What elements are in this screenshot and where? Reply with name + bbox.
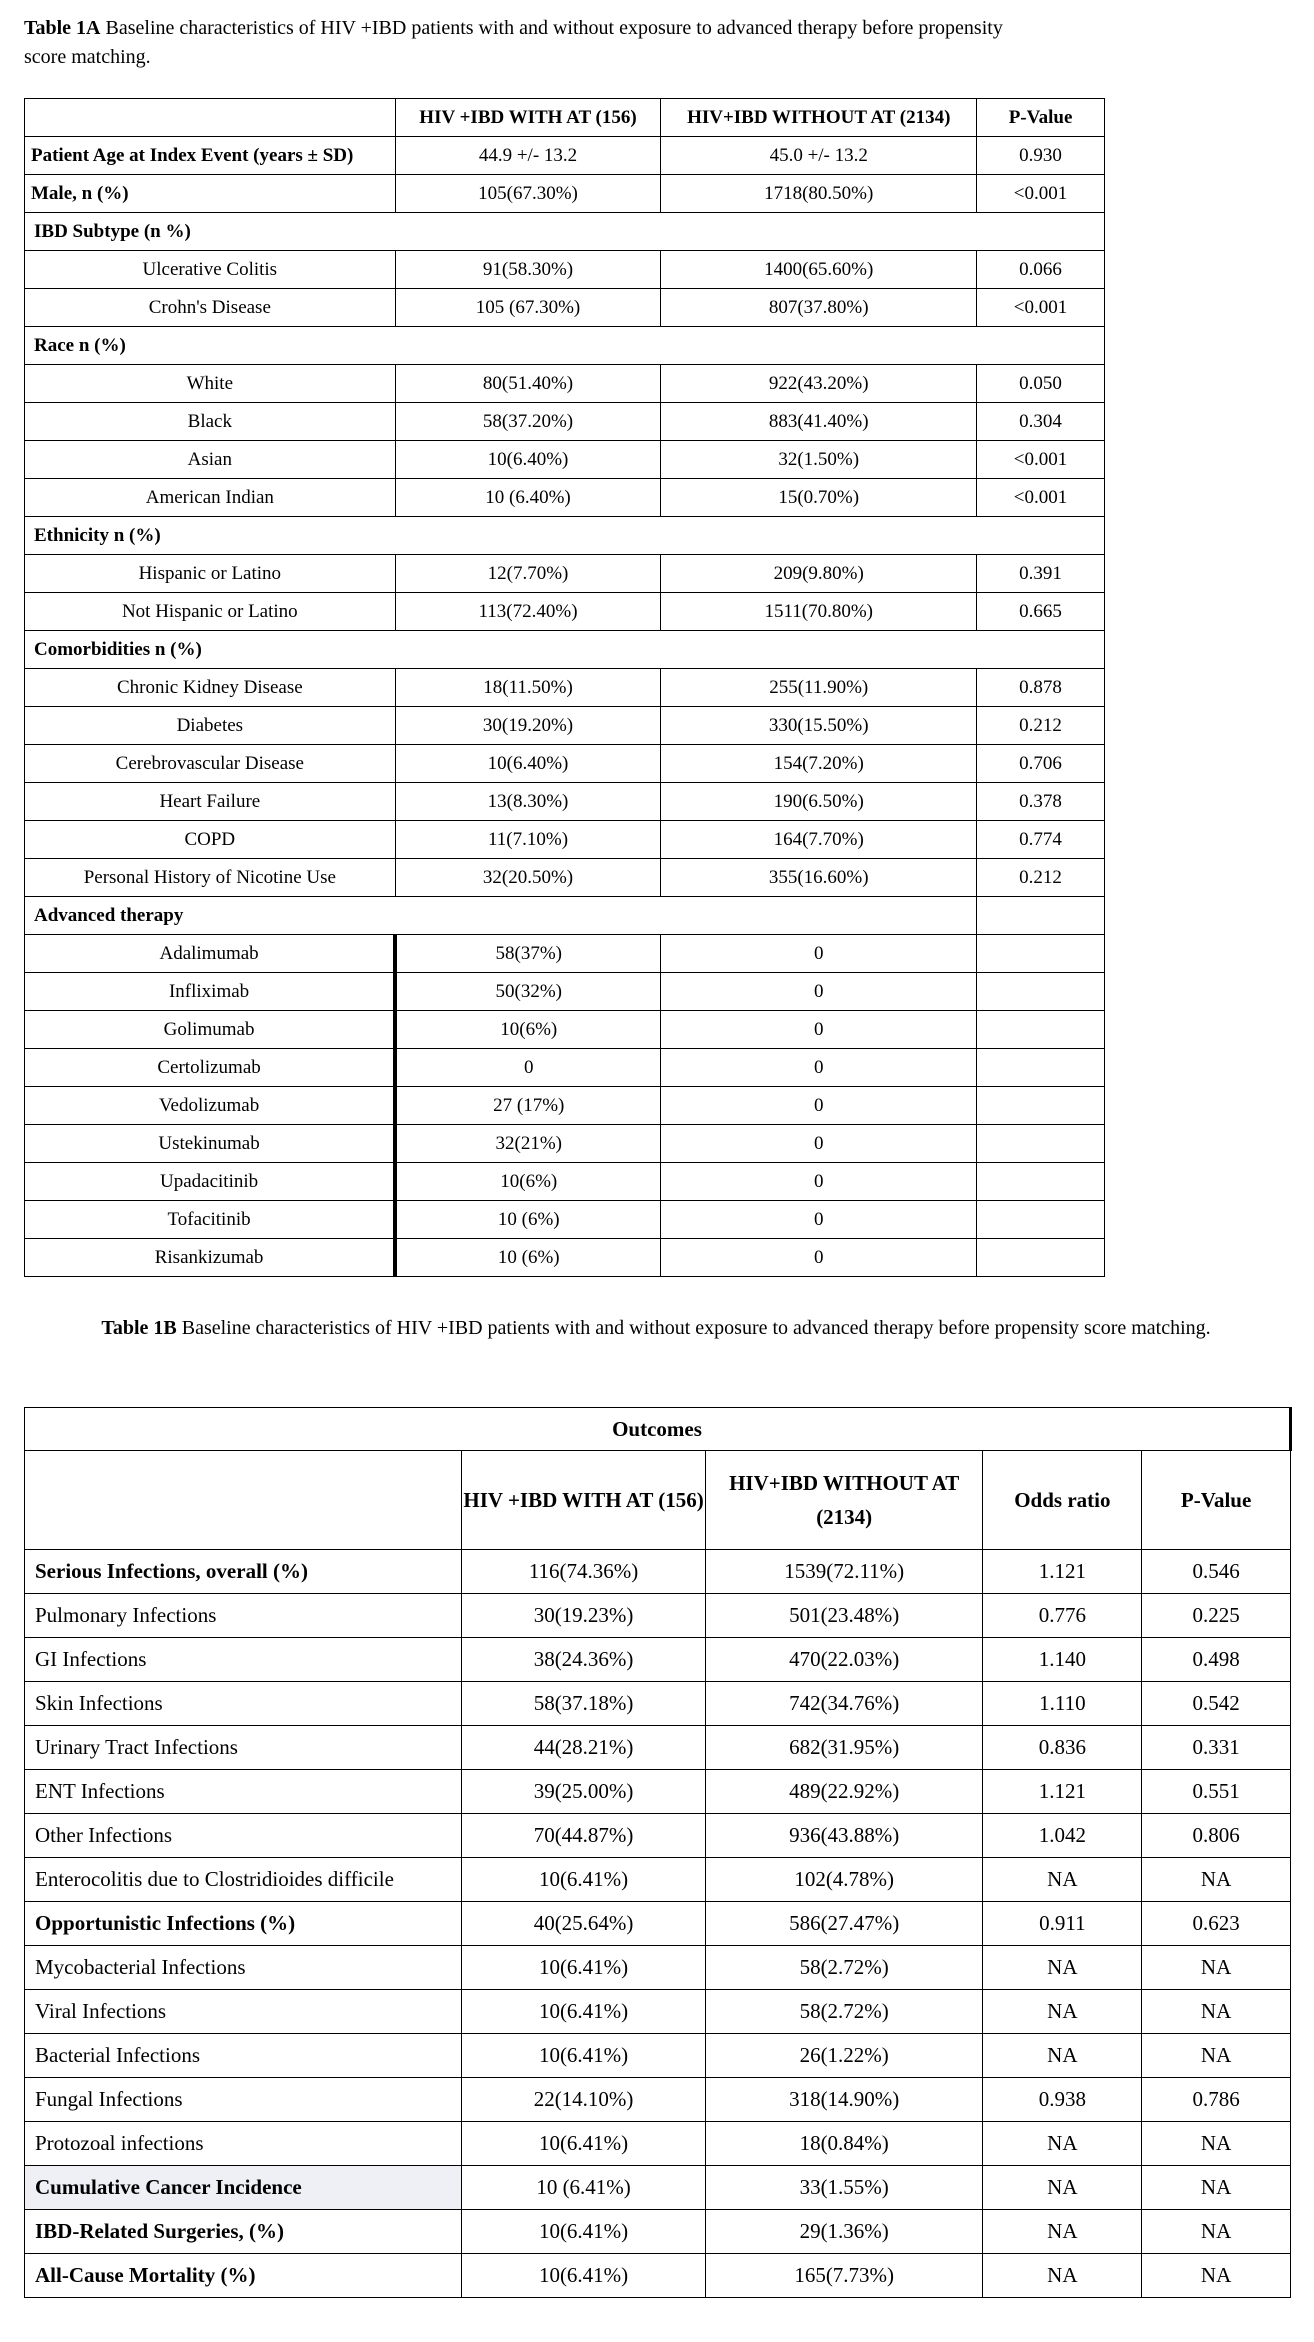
table-1a-caption-label: Table 1A	[24, 17, 101, 39]
with-at-value: 10 (6%)	[395, 1239, 661, 1277]
without-at-value: 255(11.90%)	[661, 669, 977, 707]
table-row	[25, 175, 1105, 213]
with-at-value: 10(6.41%)	[462, 2034, 706, 2078]
section-row	[25, 897, 1105, 935]
row-label: American Indian	[25, 479, 396, 517]
row-label: Diabetes	[25, 707, 396, 745]
section-title: Comorbidities n (%)	[25, 631, 1105, 669]
odds-ratio: 1.110	[983, 1682, 1142, 1726]
without-at-value: 586(27.47%)	[705, 1902, 983, 1946]
row-label: Ulcerative Colitis	[25, 251, 396, 289]
column-header: HIV+IBD WITHOUT AT (2134)	[705, 1451, 983, 1550]
p-value: 0.930	[977, 137, 1105, 175]
without-at-value: 0	[661, 1239, 977, 1277]
row-label: Enterocolitis due to Clostridioides difficile	[25, 1858, 462, 1902]
odds-ratio: 0.776	[983, 1594, 1142, 1638]
with-at-value: 10(6.41%)	[462, 1946, 706, 1990]
table-row	[25, 251, 1105, 289]
with-at-value: 32(20.50%)	[395, 859, 661, 897]
row-label: Asian	[25, 441, 396, 479]
odds-ratio: NA	[983, 2122, 1142, 2166]
without-at-value: 58(2.72%)	[705, 1946, 983, 1990]
with-at-value: 44(28.21%)	[462, 1726, 706, 1770]
row-label: Upadacitinib	[25, 1163, 396, 1201]
without-at-value: 58(2.72%)	[705, 1990, 983, 2034]
row-label: Bacterial Infections	[25, 2034, 462, 2078]
column-header: P-Value	[1142, 1451, 1291, 1550]
row-label: Patient Age at Index Event (years ± SD)	[25, 137, 396, 175]
without-at-value: 33(1.55%)	[705, 2166, 983, 2210]
p-value: 0.050	[977, 365, 1105, 403]
row-label: Protozoal infections	[25, 2122, 462, 2166]
table-row	[25, 403, 1105, 441]
with-at-value: 10(6.40%)	[395, 441, 661, 479]
table-row	[25, 745, 1105, 783]
row-label: GI Infections	[25, 1638, 462, 1682]
table-row	[25, 441, 1105, 479]
with-at-value: 40(25.64%)	[462, 1902, 706, 1946]
without-at-value: 807(37.80%)	[661, 289, 977, 327]
odds-ratio: NA	[983, 2034, 1142, 2078]
without-at-value: 45.0 +/- 13.2	[661, 137, 977, 175]
odds-ratio: 0.938	[983, 2078, 1142, 2122]
section-row	[25, 327, 1105, 365]
table-row	[25, 1550, 1291, 1594]
p-value: NA	[1142, 2034, 1291, 2078]
row-label: Urinary Tract Infections	[25, 1726, 462, 1770]
row-label: Ustekinumab	[25, 1125, 396, 1163]
p-value	[977, 1011, 1105, 1049]
p-value: <0.001	[977, 441, 1105, 479]
section-title: Ethnicity n (%)	[25, 517, 1105, 555]
p-value: 0.331	[1142, 1726, 1291, 1770]
row-label: Serious Infections, overall (%)	[25, 1550, 462, 1594]
odds-ratio: NA	[983, 2166, 1142, 2210]
table-row	[25, 669, 1105, 707]
with-at-value: 12(7.70%)	[395, 555, 661, 593]
section-title: IBD Subtype (n %)	[25, 213, 1105, 251]
with-at-value: 10(6.41%)	[462, 2254, 706, 2298]
table-row	[25, 783, 1105, 821]
table-1b-caption	[50, 1314, 1262, 1343]
without-at-value: 154(7.20%)	[661, 745, 977, 783]
table-row	[25, 2078, 1291, 2122]
p-value: 0.623	[1142, 1902, 1291, 1946]
row-label: White	[25, 365, 396, 403]
section-title: Advanced therapy	[25, 897, 977, 935]
row-label: Cerebrovascular Disease	[25, 745, 396, 783]
without-at-value: 330(15.50%)	[661, 707, 977, 745]
odds-ratio: NA	[983, 1990, 1142, 2034]
without-at-value: 190(6.50%)	[661, 783, 977, 821]
p-value: 0.786	[1142, 2078, 1291, 2122]
p-value: 0.806	[1142, 1814, 1291, 1858]
without-at-value: 489(22.92%)	[705, 1770, 983, 1814]
row-label: Certolizumab	[25, 1049, 396, 1087]
with-at-value: 58(37%)	[395, 935, 661, 973]
with-at-value: 39(25.00%)	[462, 1770, 706, 1814]
outcomes-header-row	[25, 1408, 1291, 1451]
table-row	[25, 1990, 1291, 2034]
with-at-value: 10 (6.41%)	[462, 2166, 706, 2210]
p-value: <0.001	[977, 289, 1105, 327]
without-at-value: 501(23.48%)	[705, 1594, 983, 1638]
without-at-value: 682(31.95%)	[705, 1726, 983, 1770]
without-at-value: 0	[661, 1049, 977, 1087]
row-label: Infliximab	[25, 973, 396, 1011]
row-label: Cumulative Cancer Incidence	[25, 2166, 462, 2210]
row-label: IBD-Related Surgeries, (%)	[25, 2210, 462, 2254]
table-row	[25, 2034, 1291, 2078]
p-value: 0.498	[1142, 1638, 1291, 1682]
section-row	[25, 631, 1105, 669]
with-at-value: 80(51.40%)	[395, 365, 661, 403]
with-at-value: 11(7.10%)	[395, 821, 661, 859]
without-at-value: 318(14.90%)	[705, 2078, 983, 2122]
table-row	[25, 707, 1105, 745]
table-row	[25, 2254, 1291, 2298]
p-value: 0.304	[977, 403, 1105, 441]
row-label: Pulmonary Infections	[25, 1594, 462, 1638]
with-at-value: 44.9 +/- 13.2	[395, 137, 661, 175]
table-row	[25, 1726, 1291, 1770]
without-at-value: 209(9.80%)	[661, 555, 977, 593]
with-at-value: 0	[395, 1049, 661, 1087]
p-value: NA	[1142, 1990, 1291, 2034]
odds-ratio: 0.911	[983, 1902, 1142, 1946]
row-label: Skin Infections	[25, 1682, 462, 1726]
table-1b-caption-text: Baseline characteristics of HIV +IBD patients with and without exposure to advanced therapy before propensity score matching.	[176, 1317, 1211, 1339]
table-row	[25, 137, 1105, 175]
row-label: Mycobacterial Infections	[25, 1946, 462, 1990]
with-at-value: 30(19.20%)	[395, 707, 661, 745]
without-at-value: 0	[661, 1011, 977, 1049]
row-label: Hispanic or Latino	[25, 555, 396, 593]
table-row	[25, 935, 1105, 973]
row-label: Other Infections	[25, 1814, 462, 1858]
p-value	[977, 935, 1105, 973]
with-at-value: 105 (67.30%)	[395, 289, 661, 327]
odds-ratio: NA	[983, 2210, 1142, 2254]
table-row	[25, 479, 1105, 517]
table-row	[25, 555, 1105, 593]
table-1b-caption-label: Table 1B	[101, 1317, 177, 1339]
with-at-value: 30(19.23%)	[462, 1594, 706, 1638]
p-value	[977, 1049, 1105, 1087]
p-value	[977, 1201, 1105, 1239]
without-at-value: 0	[661, 1163, 977, 1201]
row-label: Not Hispanic or Latino	[25, 593, 396, 631]
odds-ratio: NA	[983, 2254, 1142, 2298]
row-label: Risankizumab	[25, 1239, 396, 1277]
p-value: NA	[1142, 2122, 1291, 2166]
without-at-value: 1511(70.80%)	[661, 593, 977, 631]
section-row	[25, 213, 1105, 251]
p-value: 0.212	[977, 859, 1105, 897]
row-label: Opportunistic Infections (%)	[25, 1902, 462, 1946]
with-at-value: 27 (17%)	[395, 1087, 661, 1125]
odds-ratio: 0.836	[983, 1726, 1142, 1770]
with-at-value: 10 (6%)	[395, 1201, 661, 1239]
row-label: Personal History of Nicotine Use	[25, 859, 396, 897]
with-at-value: 10(6.41%)	[462, 2122, 706, 2166]
with-at-value: 10(6.41%)	[462, 1858, 706, 1902]
p-value: NA	[1142, 2210, 1291, 2254]
column-header	[25, 99, 396, 137]
section-title: Race n (%)	[25, 327, 1105, 365]
without-at-value: 936(43.88%)	[705, 1814, 983, 1858]
table-row	[25, 289, 1105, 327]
without-at-value: 355(16.60%)	[661, 859, 977, 897]
table-row	[25, 1814, 1291, 1858]
table-row	[25, 1201, 1105, 1239]
row-label: Golimumab	[25, 1011, 396, 1049]
column-header: P-Value	[977, 99, 1105, 137]
with-at-value: 10(6.41%)	[462, 1990, 706, 2034]
with-at-value: 116(74.36%)	[462, 1550, 706, 1594]
p-value: 0.665	[977, 593, 1105, 631]
with-at-value: 10(6.41%)	[462, 2210, 706, 2254]
table-row	[25, 1638, 1291, 1682]
table-row	[25, 1858, 1291, 1902]
p-value	[977, 1163, 1105, 1201]
with-at-value: 50(32%)	[395, 973, 661, 1011]
p-value: 0.391	[977, 555, 1105, 593]
row-label: Male, n (%)	[25, 175, 396, 213]
without-at-value: 15(0.70%)	[661, 479, 977, 517]
with-at-value: 10(6.40%)	[395, 745, 661, 783]
odds-ratio: NA	[983, 1946, 1142, 1990]
table-1a-caption	[24, 14, 1034, 72]
without-at-value: 165(7.73%)	[705, 2254, 983, 2298]
row-label: Fungal Infections	[25, 2078, 462, 2122]
table-row	[25, 593, 1105, 631]
p-value	[977, 1239, 1105, 1277]
p-value: 0.542	[1142, 1682, 1291, 1726]
p-value: 0.212	[977, 707, 1105, 745]
column-header	[25, 1451, 462, 1550]
odds-ratio: 1.121	[983, 1770, 1142, 1814]
row-label: Adalimumab	[25, 935, 396, 973]
p-value: 0.066	[977, 251, 1105, 289]
with-at-value: 58(37.20%)	[395, 403, 661, 441]
p-value: <0.001	[977, 479, 1105, 517]
with-at-value: 113(72.40%)	[395, 593, 661, 631]
table-row	[25, 2210, 1291, 2254]
odds-ratio: 1.042	[983, 1814, 1142, 1858]
p-value	[977, 973, 1105, 1011]
without-at-value: 0	[661, 1087, 977, 1125]
without-at-value: 1539(72.11%)	[705, 1550, 983, 1594]
table-row	[25, 1011, 1105, 1049]
with-at-value: 10(6%)	[395, 1163, 661, 1201]
with-at-value: 91(58.30%)	[395, 251, 661, 289]
p-value: 0.551	[1142, 1770, 1291, 1814]
with-at-value: 105(67.30%)	[395, 175, 661, 213]
without-at-value: 1718(80.50%)	[661, 175, 977, 213]
without-at-value: 29(1.36%)	[705, 2210, 983, 2254]
with-at-value: 22(14.10%)	[462, 2078, 706, 2122]
outcomes-title: Outcomes	[25, 1408, 1291, 1451]
table-row	[25, 1594, 1291, 1638]
p-value	[977, 1087, 1105, 1125]
row-label: COPD	[25, 821, 396, 859]
with-at-value: 38(24.36%)	[462, 1638, 706, 1682]
p-value: <0.001	[977, 175, 1105, 213]
table-row	[25, 821, 1105, 859]
without-at-value: 102(4.78%)	[705, 1858, 983, 1902]
table-row	[25, 1682, 1291, 1726]
table-row	[25, 1049, 1105, 1087]
p-value: 0.378	[977, 783, 1105, 821]
with-at-value: 13(8.30%)	[395, 783, 661, 821]
without-at-value: 0	[661, 973, 977, 1011]
p-value: 0.225	[1142, 1594, 1291, 1638]
column-header: HIV+IBD WITHOUT AT (2134)	[661, 99, 977, 137]
p-value: NA	[1142, 1946, 1291, 1990]
p-value: 0.546	[1142, 1550, 1291, 1594]
table-row	[25, 1239, 1105, 1277]
p-value: 0.706	[977, 745, 1105, 783]
p-value	[977, 1125, 1105, 1163]
odds-ratio: NA	[983, 1858, 1142, 1902]
without-at-value: 1400(65.60%)	[661, 251, 977, 289]
p-value: 0.878	[977, 669, 1105, 707]
table-row	[25, 859, 1105, 897]
p-value: NA	[1142, 1858, 1291, 1902]
row-label: All-Cause Mortality (%)	[25, 2254, 462, 2298]
with-at-value: 10(6%)	[395, 1011, 661, 1049]
column-header: HIV +IBD WITH AT (156)	[395, 99, 661, 137]
p-value: 0.774	[977, 821, 1105, 859]
table-row	[25, 1946, 1291, 1990]
row-label: Vedolizumab	[25, 1087, 396, 1125]
without-at-value: 26(1.22%)	[705, 2034, 983, 2078]
row-label: Heart Failure	[25, 783, 396, 821]
table-1a	[24, 98, 1105, 1277]
table-row	[25, 1770, 1291, 1814]
row-label: Tofacitinib	[25, 1201, 396, 1239]
table-row	[25, 1125, 1105, 1163]
header-row	[25, 99, 1105, 137]
with-at-value: 58(37.18%)	[462, 1682, 706, 1726]
row-label: Crohn's Disease	[25, 289, 396, 327]
p-value	[977, 897, 1105, 935]
table-row	[25, 365, 1105, 403]
table-1a-caption-text: Baseline characteristics of HIV +IBD patients with and without exposure to advanced therapy before propensity score matching.	[24, 17, 1003, 68]
without-at-value: 470(22.03%)	[705, 1638, 983, 1682]
without-at-value: 0	[661, 1125, 977, 1163]
row-label: Black	[25, 403, 396, 441]
table-row	[25, 2122, 1291, 2166]
odds-ratio: 1.140	[983, 1638, 1142, 1682]
with-at-value: 10 (6.40%)	[395, 479, 661, 517]
row-label: Viral Infections	[25, 1990, 462, 2034]
without-at-value: 32(1.50%)	[661, 441, 977, 479]
p-value: NA	[1142, 2254, 1291, 2298]
p-value: NA	[1142, 2166, 1291, 2210]
with-at-value: 70(44.87%)	[462, 1814, 706, 1858]
without-at-value: 742(34.76%)	[705, 1682, 983, 1726]
without-at-value: 18(0.84%)	[705, 2122, 983, 2166]
table-row	[25, 1902, 1291, 1946]
without-at-value: 883(41.40%)	[661, 403, 977, 441]
table-1b	[24, 1407, 1292, 2298]
row-label: ENT Infections	[25, 1770, 462, 1814]
without-at-value: 0	[661, 935, 977, 973]
column-header: HIV +IBD WITH AT (156)	[462, 1451, 706, 1550]
without-at-value: 0	[661, 1201, 977, 1239]
table-row	[25, 2166, 1291, 2210]
table-row	[25, 1163, 1105, 1201]
table-row	[25, 973, 1105, 1011]
without-at-value: 164(7.70%)	[661, 821, 977, 859]
column-header: Odds ratio	[983, 1451, 1142, 1550]
row-label: Chronic Kidney Disease	[25, 669, 396, 707]
table-row	[25, 1087, 1105, 1125]
header-row	[25, 1451, 1291, 1550]
with-at-value: 18(11.50%)	[395, 669, 661, 707]
section-row	[25, 517, 1105, 555]
with-at-value: 32(21%)	[395, 1125, 661, 1163]
odds-ratio: 1.121	[983, 1550, 1142, 1594]
without-at-value: 922(43.20%)	[661, 365, 977, 403]
